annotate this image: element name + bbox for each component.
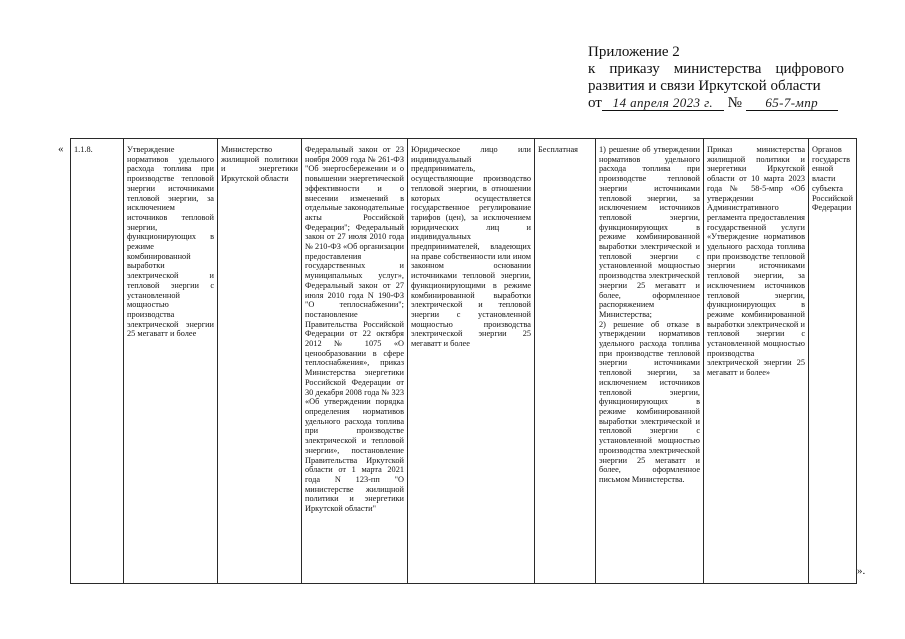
regulation-cell: Приказ министерства жилищной политики и энергетики Иркутской области от 10 марта 2023 года № 58-5-мпр «Об утверждении Административного регламента предоставления государственной услуги «Утверждение нормативов удельного расхода топлива при производстве тепловой энергии источниками тепловой энергии, за исключением источников тепловой энергии, функционирующих в режиме комбинированной выработки электрической и тепловой энергии с установленной мощностью производства электрической энергии 25 мегаватт и более» <box>704 139 809 584</box>
handwritten-date: 14 апреля 2023 г. <box>602 95 724 111</box>
order-reference-line: к приказу министерства цифрового <box>588 61 844 77</box>
authority-level-cell: Органов государственной власти субъекта Российской Федерации <box>809 139 857 584</box>
date-prefix: от <box>588 95 602 111</box>
closing-quote: ». <box>857 565 866 577</box>
number-sign: № <box>727 95 742 111</box>
opening-quote: « <box>58 143 64 155</box>
result-refusal-paragraph: 2) решение об отказе в утверждении нормативов удельного расхода топлива при производстве тепловой энергии источниками тепловой энергии, за исключением источников тепловой энергии, функционирующих в режиме комбинированной выработки электрической и тепловой энергии с установленной мощностью производства электрической энергии 25 мегаватт и более, оформленное письмом Министерства. <box>599 319 700 484</box>
applicants-cell: Юридическое лицо или индивидуальный предприниматель, осуществляющие производство тепловой энергии, в отношении которых осуществляется государственное регулирование тарифов (цен), за исключением юридических лиц и индивидуальных предпринимателей, владеющих на праве собственности или ином законном основании источниками тепловой энергии, функционирующими в режиме комбинированной выработки электрической и тепловой энергии с установленной мощностью производства электрической энергии 25 мегаватт и более <box>408 139 535 584</box>
legal-basis-cell: Федеральный закон от 23 ноября 2009 года № 261-ФЗ "Об энергосбережении и о повышении энергетической эффективности и о внесении изменений в отдельные законодательные акты Российской Федерации"; Федеральный закон от 27 июля 2010 года № 210-ФЗ «Об организации предоставления государственных и муниципальных услуг», Федеральный закон от 27 июля 2010 года N 190-ФЗ "О теплоснабжении"; постановление Правительства Российской Федерации от 22 октября 2012 № 1075 «О ценообразовании в сфере теплоснабжения», приказ Министерства энергетики Российской Федерации от 30 декабря 2008 года № 323 «Об утверждении порядка определения нормативов удельного расхода топлива при производстве электрической и тепловой энергии», постановление Правительства Иркутской области от 1 марта 2021 года N 123-пп "О министерстве жилищной политики и энергетики Иркутской области" <box>302 139 408 584</box>
authority-cell: Министерство жилищной политики и энергетики Иркутской области <box>218 139 302 584</box>
table-row <box>71 139 857 584</box>
row-number-cell: 1.1.8. <box>71 139 124 584</box>
fee-cell: Бесплатная <box>535 139 596 584</box>
result-cell <box>596 139 704 584</box>
handwritten-order-number: 65-7-мпр <box>746 95 838 111</box>
appendix-header <box>588 44 844 112</box>
services-table <box>70 138 857 584</box>
result-approval-paragraph: 1) решение об утверждении нормативов удельного расхода топлива при производстве тепловой энергии источниками тепловой энергии, за исключением источников тепловой энергии, функционирующих в режиме комбинированной выработки электрической и тепловой энергии с установленной мощностью производства электрической энергии 25 мегаватт и более, оформленное распоряжением Министерства; <box>599 145 700 319</box>
appendix-title: Приложение 2 <box>588 44 680 60</box>
ministry-name-line: развития и связи Иркутской области <box>588 78 821 94</box>
service-name-cell: Утверждение нормативов удельного расхода топлива при производстве тепловой энергии источниками тепловой энергии, за исключением источников тепловой энергии, функционирующих в режиме комбинированной выработки электрической и тепловой энергии с установленной мощностью производства электрической энергии 25 мегаватт и более <box>124 139 218 584</box>
order-date-number-line <box>588 95 844 112</box>
